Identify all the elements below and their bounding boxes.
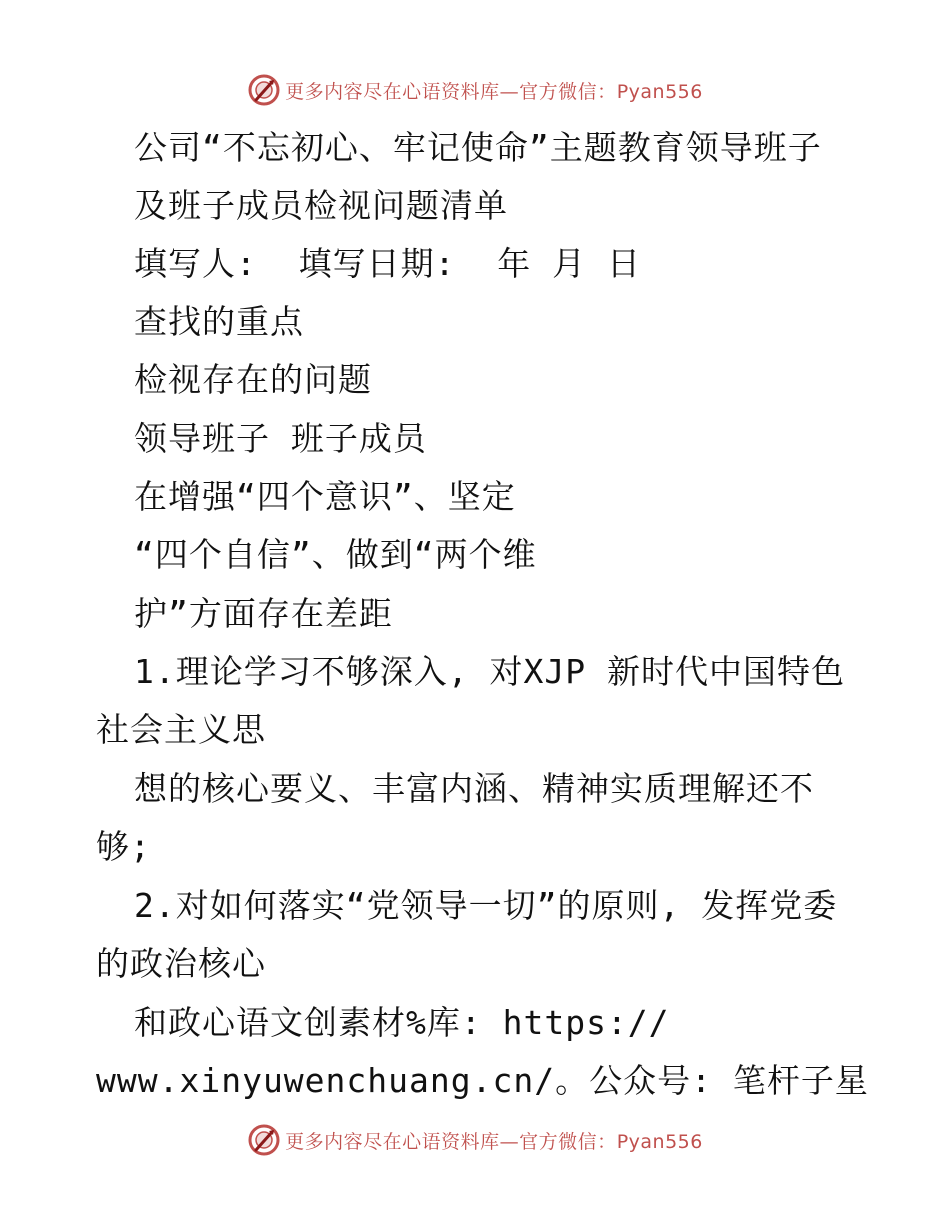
doc-heading-issues: 检视存在的问题: [134, 360, 372, 399]
doc-item-2-line: 2.对如何落实“党领导一切”的原则, 发挥党委: [134, 886, 838, 925]
doc-paragraph-line: 护”方面存在差距: [134, 594, 393, 633]
doc-title-line-2: 及班子成员检视问题清单: [134, 186, 508, 225]
doc-heading-focus: 查找的重点: [134, 302, 304, 341]
doc-item-2-line: 的政治核心: [96, 944, 266, 983]
watermark-logo-icon: [247, 73, 281, 107]
doc-source-line: 和政心语文创素材%库: https://: [134, 1003, 670, 1042]
watermark-text: 更多内容尽在心语资料库—官方微信：Pyan556: [285, 80, 703, 103]
doc-item-1-line: 想的核心要义、丰富内涵、精神实质理解还不: [134, 769, 814, 808]
doc-paragraph-line: “四个自信”、做到“两个维: [134, 535, 537, 574]
doc-fill-info: 填写人: 填写日期: 年 月 日: [134, 244, 641, 283]
bottom-watermark: [0, 1120, 950, 1160]
doc-title-line-1: 公司“不忘初心、牢记使命”主题教育领导班子: [134, 128, 822, 167]
doc-paragraph-line: 在增强“四个意识”、坚定: [134, 477, 516, 516]
doc-heading-members: 领导班子 班子成员: [134, 419, 427, 458]
doc-item-1-line: 够;: [96, 827, 151, 866]
doc-source-url-line: www.xinyuwenchuang.cn/。公众号: 笔杆子星: [96, 1061, 869, 1100]
watermark-text: 更多内容尽在心语资料库—官方微信：Pyan556: [285, 1130, 703, 1153]
top-watermark: [0, 70, 950, 110]
watermark-logo-icon: [247, 1123, 281, 1157]
doc-item-1-line: 1.理论学习不够深入, 对XJP 新时代中国特色: [134, 652, 845, 691]
doc-item-1-line: 社会主义思: [96, 710, 266, 749]
